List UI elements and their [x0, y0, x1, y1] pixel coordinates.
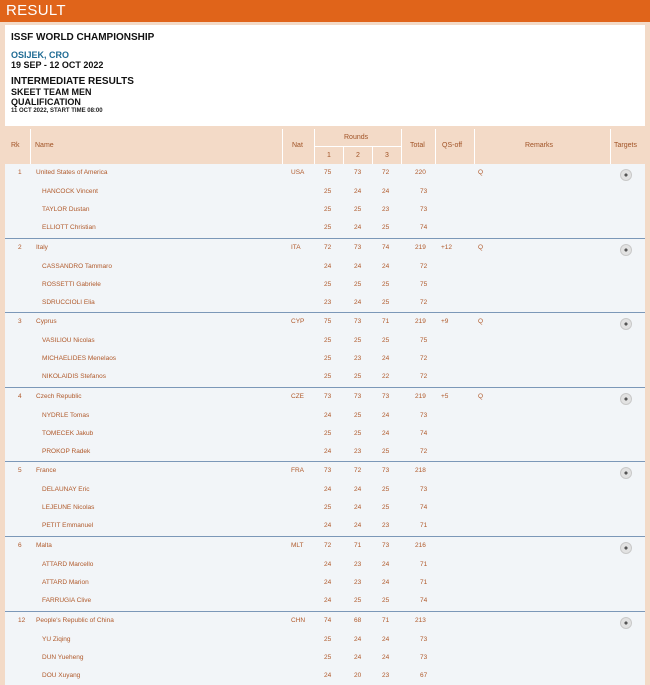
- member-round-3: 24: [382, 578, 390, 586]
- member-round-2: 25: [354, 280, 362, 288]
- team-round-2: 73: [354, 243, 362, 251]
- list-item: [5, 407, 645, 425]
- member-total: 72: [420, 373, 428, 381]
- team-qsoff: +12: [441, 243, 453, 251]
- team-round-3: 71: [382, 318, 390, 326]
- event-name: SKEET TEAM MEN: [11, 87, 92, 97]
- list-item: [5, 368, 645, 386]
- list-item: [5, 425, 645, 443]
- member-total: 73: [420, 411, 428, 419]
- member-round-2: 25: [354, 206, 362, 213]
- member-total: 67: [420, 671, 428, 679]
- result-title: RESULT: [6, 2, 66, 19]
- member-round-3: 24: [382, 188, 390, 195]
- member-total: 71: [420, 522, 428, 530]
- team-round-1: 75: [324, 318, 332, 326]
- event-dates: 19 SEP - 12 OCT 2022: [11, 60, 104, 70]
- member-round-2: 23: [354, 447, 362, 455]
- team-block: [5, 164, 645, 239]
- member-round-1: 24: [324, 671, 332, 679]
- list-item: [5, 556, 645, 574]
- team-round-1: 72: [324, 243, 332, 251]
- member-total: 73: [420, 635, 428, 643]
- member-total: 71: [420, 578, 428, 586]
- target-icon[interactable]: [620, 244, 632, 256]
- team-nat: ITA: [291, 243, 301, 251]
- team-rank: 2: [18, 243, 22, 251]
- member-round-2: 20: [354, 671, 362, 679]
- member-name: MICHAELIDES Menelaos: [42, 355, 117, 363]
- member-total: 74: [420, 596, 428, 604]
- col-name: Name: [35, 142, 54, 149]
- member-total: 72: [420, 298, 428, 306]
- member-round-3: 24: [382, 635, 390, 643]
- member-total: 73: [420, 188, 428, 195]
- list-item: [5, 294, 645, 312]
- member-round-2: 25: [354, 337, 362, 345]
- team-round-1: 75: [324, 169, 332, 176]
- team-block: [5, 537, 645, 612]
- team-round-2: 73: [354, 318, 362, 326]
- team-total: 213: [415, 616, 426, 624]
- team-name: Cyprus: [36, 318, 57, 326]
- member-total: 72: [420, 447, 428, 455]
- team-round-1: 73: [324, 467, 332, 475]
- member-name: ATTARD Marcello: [42, 560, 94, 568]
- member-round-2: 25: [354, 429, 362, 437]
- member-round-1: 24: [324, 447, 332, 455]
- table-header: [5, 129, 645, 164]
- member-round-1: 25: [324, 337, 332, 345]
- team-round-2: 71: [354, 541, 362, 549]
- member-total: 72: [420, 355, 428, 363]
- member-round-2: 24: [354, 262, 362, 270]
- col-total: Total: [410, 142, 425, 149]
- team-remark: Q: [478, 392, 484, 400]
- member-name: TAYLOR Dustan: [42, 206, 90, 213]
- team-total: 220: [415, 169, 426, 176]
- list-item: [5, 443, 645, 461]
- member-round-1: 25: [324, 653, 332, 661]
- team-name: Malta: [36, 541, 52, 549]
- member-round-3: 25: [382, 447, 390, 455]
- team-total: 216: [415, 541, 426, 549]
- member-round-1: 24: [324, 411, 332, 419]
- team-rank: 6: [18, 541, 22, 549]
- team-round-3: 73: [382, 541, 390, 549]
- member-name: FARRUGIA Clive: [42, 596, 92, 604]
- list-item: [5, 667, 645, 685]
- team-nat: CZE: [291, 392, 304, 400]
- member-round-2: 24: [354, 522, 362, 530]
- col-rank: Rk: [11, 142, 20, 149]
- member-round-3: 24: [382, 560, 390, 568]
- results-rows: [5, 164, 645, 685]
- table-row: [5, 537, 645, 555]
- list-item: [5, 481, 645, 499]
- venue-label: OSIJEK, CRO: [11, 50, 70, 60]
- list-item: [5, 219, 645, 237]
- member-round-2: 23: [354, 578, 362, 586]
- target-icon[interactable]: [620, 617, 632, 629]
- target-icon[interactable]: [620, 393, 632, 405]
- member-round-1: 25: [324, 635, 332, 643]
- phase-name: QUALIFICATION: [11, 97, 81, 107]
- team-round-1: 74: [324, 616, 332, 624]
- member-name: HANCOCK Vincent: [42, 188, 98, 195]
- table-row: [5, 313, 645, 331]
- col-remarks: Remarks: [525, 142, 554, 149]
- list-item: [5, 258, 645, 276]
- team-round-1: 72: [324, 541, 332, 549]
- member-name: ATTARD Marion: [42, 578, 89, 586]
- member-name: VASILIOU Nicolas: [42, 337, 95, 345]
- list-item: [5, 350, 645, 368]
- team-remark: Q: [478, 318, 484, 326]
- member-round-2: 25: [354, 373, 362, 381]
- table-row: [5, 388, 645, 406]
- member-round-3: 25: [382, 224, 390, 231]
- section-title: INTERMEDIATE RESULTS: [11, 76, 134, 87]
- team-round-3: 71: [382, 616, 390, 624]
- member-round-2: 24: [354, 188, 362, 195]
- member-round-3: 25: [382, 298, 390, 306]
- member-round-1: 25: [324, 224, 332, 231]
- member-round-2: 24: [354, 504, 362, 512]
- target-icon[interactable]: [620, 542, 632, 554]
- member-name: CASSANDRO Tammaro: [42, 262, 112, 270]
- list-item: [5, 276, 645, 294]
- team-total: 219: [415, 318, 426, 326]
- member-total: 74: [420, 504, 428, 512]
- col-round-3: 3: [385, 152, 389, 159]
- member-round-3: 25: [382, 337, 390, 345]
- team-name: People's Republic of China: [36, 616, 114, 624]
- team-rank: 1: [18, 169, 22, 176]
- list-item: [5, 649, 645, 667]
- member-name: NYDRLE Tomas: [42, 411, 90, 419]
- team-nat: MLT: [291, 541, 304, 549]
- member-total: 73: [420, 206, 428, 213]
- list-item: [5, 631, 645, 649]
- table-row: [5, 462, 645, 480]
- team-remark: Q: [478, 243, 484, 251]
- list-item: [5, 499, 645, 517]
- list-item: [5, 592, 645, 610]
- member-round-2: 24: [354, 224, 362, 231]
- member-round-3: 25: [382, 486, 390, 494]
- member-name: YU Ziqing: [42, 635, 71, 643]
- member-round-1: 23: [324, 298, 332, 306]
- team-rank: 4: [18, 392, 22, 400]
- team-name: Italy: [36, 243, 48, 251]
- col-qsoff: QS-off: [442, 142, 463, 149]
- member-round-1: 25: [324, 206, 332, 213]
- team-round-2: 73: [354, 169, 362, 176]
- member-name: NIKOLAIDIS Stefanos: [42, 373, 106, 381]
- member-round-1: 25: [324, 280, 332, 288]
- member-round-2: 25: [354, 596, 362, 604]
- col-targets: Targets: [614, 142, 637, 149]
- list-item: [5, 517, 645, 535]
- member-name: TOMECEK Jakub: [42, 429, 94, 437]
- member-total: 73: [420, 653, 428, 661]
- team-block: [5, 239, 645, 314]
- member-round-1: 24: [324, 262, 332, 270]
- table-row: [5, 164, 645, 182]
- team-block: [5, 388, 645, 463]
- member-name: DELAUNAY Eric: [42, 486, 90, 494]
- team-total: 219: [415, 392, 426, 400]
- member-round-3: 23: [382, 522, 390, 530]
- member-total: 74: [420, 429, 428, 437]
- member-round-1: 24: [324, 578, 332, 586]
- team-round-3: 73: [382, 392, 390, 400]
- team-nat: CHN: [291, 616, 306, 624]
- member-round-3: 23: [382, 671, 390, 679]
- team-round-2: 68: [354, 616, 362, 624]
- table-row: [5, 612, 645, 630]
- col-nat: Nat: [292, 142, 303, 149]
- member-round-3: 24: [382, 262, 390, 270]
- member-round-3: 24: [382, 653, 390, 661]
- result-title-bar: [0, 0, 650, 22]
- member-round-1: 24: [324, 560, 332, 568]
- member-round-3: 24: [382, 411, 390, 419]
- col-round-1: 1: [327, 152, 331, 159]
- col-round-2: 2: [356, 152, 360, 159]
- member-name: PETIT Emmanuel: [42, 522, 94, 530]
- team-remark: Q: [478, 169, 484, 176]
- list-item: [5, 201, 645, 219]
- member-round-3: 24: [382, 429, 390, 437]
- member-round-1: 25: [324, 355, 332, 363]
- member-round-1: 24: [324, 522, 332, 530]
- team-qsoff: +9: [441, 318, 449, 326]
- member-total: 75: [420, 280, 428, 288]
- results-table: [5, 129, 645, 685]
- team-rank: 5: [18, 467, 22, 475]
- member-round-2: 23: [354, 560, 362, 568]
- team-nat: FRA: [291, 467, 304, 475]
- member-round-2: 25: [354, 411, 362, 419]
- list-item: [5, 332, 645, 350]
- team-name: France: [36, 467, 57, 475]
- col-rounds: Rounds: [344, 134, 369, 141]
- member-round-2: 24: [354, 486, 362, 494]
- team-rank: 3: [18, 318, 22, 326]
- target-icon[interactable]: [620, 169, 632, 181]
- team-nat: CYP: [291, 318, 305, 326]
- team-round-1: 73: [324, 392, 332, 400]
- target-icon[interactable]: [620, 318, 632, 330]
- team-round-3: 73: [382, 467, 390, 475]
- target-icon[interactable]: [620, 467, 632, 479]
- member-round-3: 24: [382, 355, 390, 363]
- member-round-1: 25: [324, 429, 332, 437]
- list-item: [5, 574, 645, 592]
- member-round-1: 25: [324, 373, 332, 381]
- team-name: Czech Republic: [36, 392, 82, 400]
- member-total: 73: [420, 486, 428, 494]
- member-round-1: 24: [324, 486, 332, 494]
- team-name: United States of America: [36, 169, 108, 176]
- team-qsoff: +5: [441, 392, 449, 400]
- member-round-2: 24: [354, 653, 362, 661]
- member-name: DOU Xuyang: [42, 671, 81, 679]
- member-round-3: 22: [382, 373, 390, 381]
- team-round-2: 73: [354, 392, 362, 400]
- member-total: 72: [420, 262, 428, 270]
- team-round-3: 74: [382, 243, 390, 251]
- team-block: [5, 462, 645, 537]
- member-total: 75: [420, 337, 428, 345]
- member-round-3: 25: [382, 504, 390, 512]
- table-row: [5, 239, 645, 257]
- member-round-2: 24: [354, 635, 362, 643]
- championship-title: ISSF WORLD CHAMPIONSHIP: [11, 32, 155, 43]
- team-rank: 12: [18, 616, 26, 624]
- member-name: LEJEUNE Nicolas: [42, 504, 95, 512]
- member-name: DUN Yueheng: [42, 653, 84, 661]
- team-nat: USA: [291, 169, 305, 176]
- member-round-3: 25: [382, 280, 390, 288]
- team-block: [5, 612, 645, 685]
- member-name: ROSSETTI Gabriele: [42, 280, 101, 288]
- member-name: ELLIOTT Christian: [42, 224, 96, 231]
- member-round-3: 23: [382, 206, 390, 213]
- member-round-1: 25: [324, 504, 332, 512]
- member-name: PROKOP Radek: [42, 447, 91, 455]
- member-round-2: 24: [354, 298, 362, 306]
- team-total: 219: [415, 243, 426, 251]
- start-time: 11 OCT 2022, START TIME 08:00: [11, 108, 103, 114]
- team-block: [5, 313, 645, 388]
- member-total: 71: [420, 560, 428, 568]
- member-round-1: 24: [324, 596, 332, 604]
- list-item: [5, 183, 645, 201]
- team-round-2: 72: [354, 467, 362, 475]
- team-total: 218: [415, 467, 426, 475]
- team-round-3: 72: [382, 169, 390, 176]
- event-header: [5, 25, 645, 126]
- member-round-3: 25: [382, 596, 390, 604]
- member-round-1: 25: [324, 188, 332, 195]
- member-name: SDRUCCIOLI Elia: [42, 298, 95, 306]
- member-total: 74: [420, 224, 428, 231]
- member-round-2: 23: [354, 355, 362, 363]
